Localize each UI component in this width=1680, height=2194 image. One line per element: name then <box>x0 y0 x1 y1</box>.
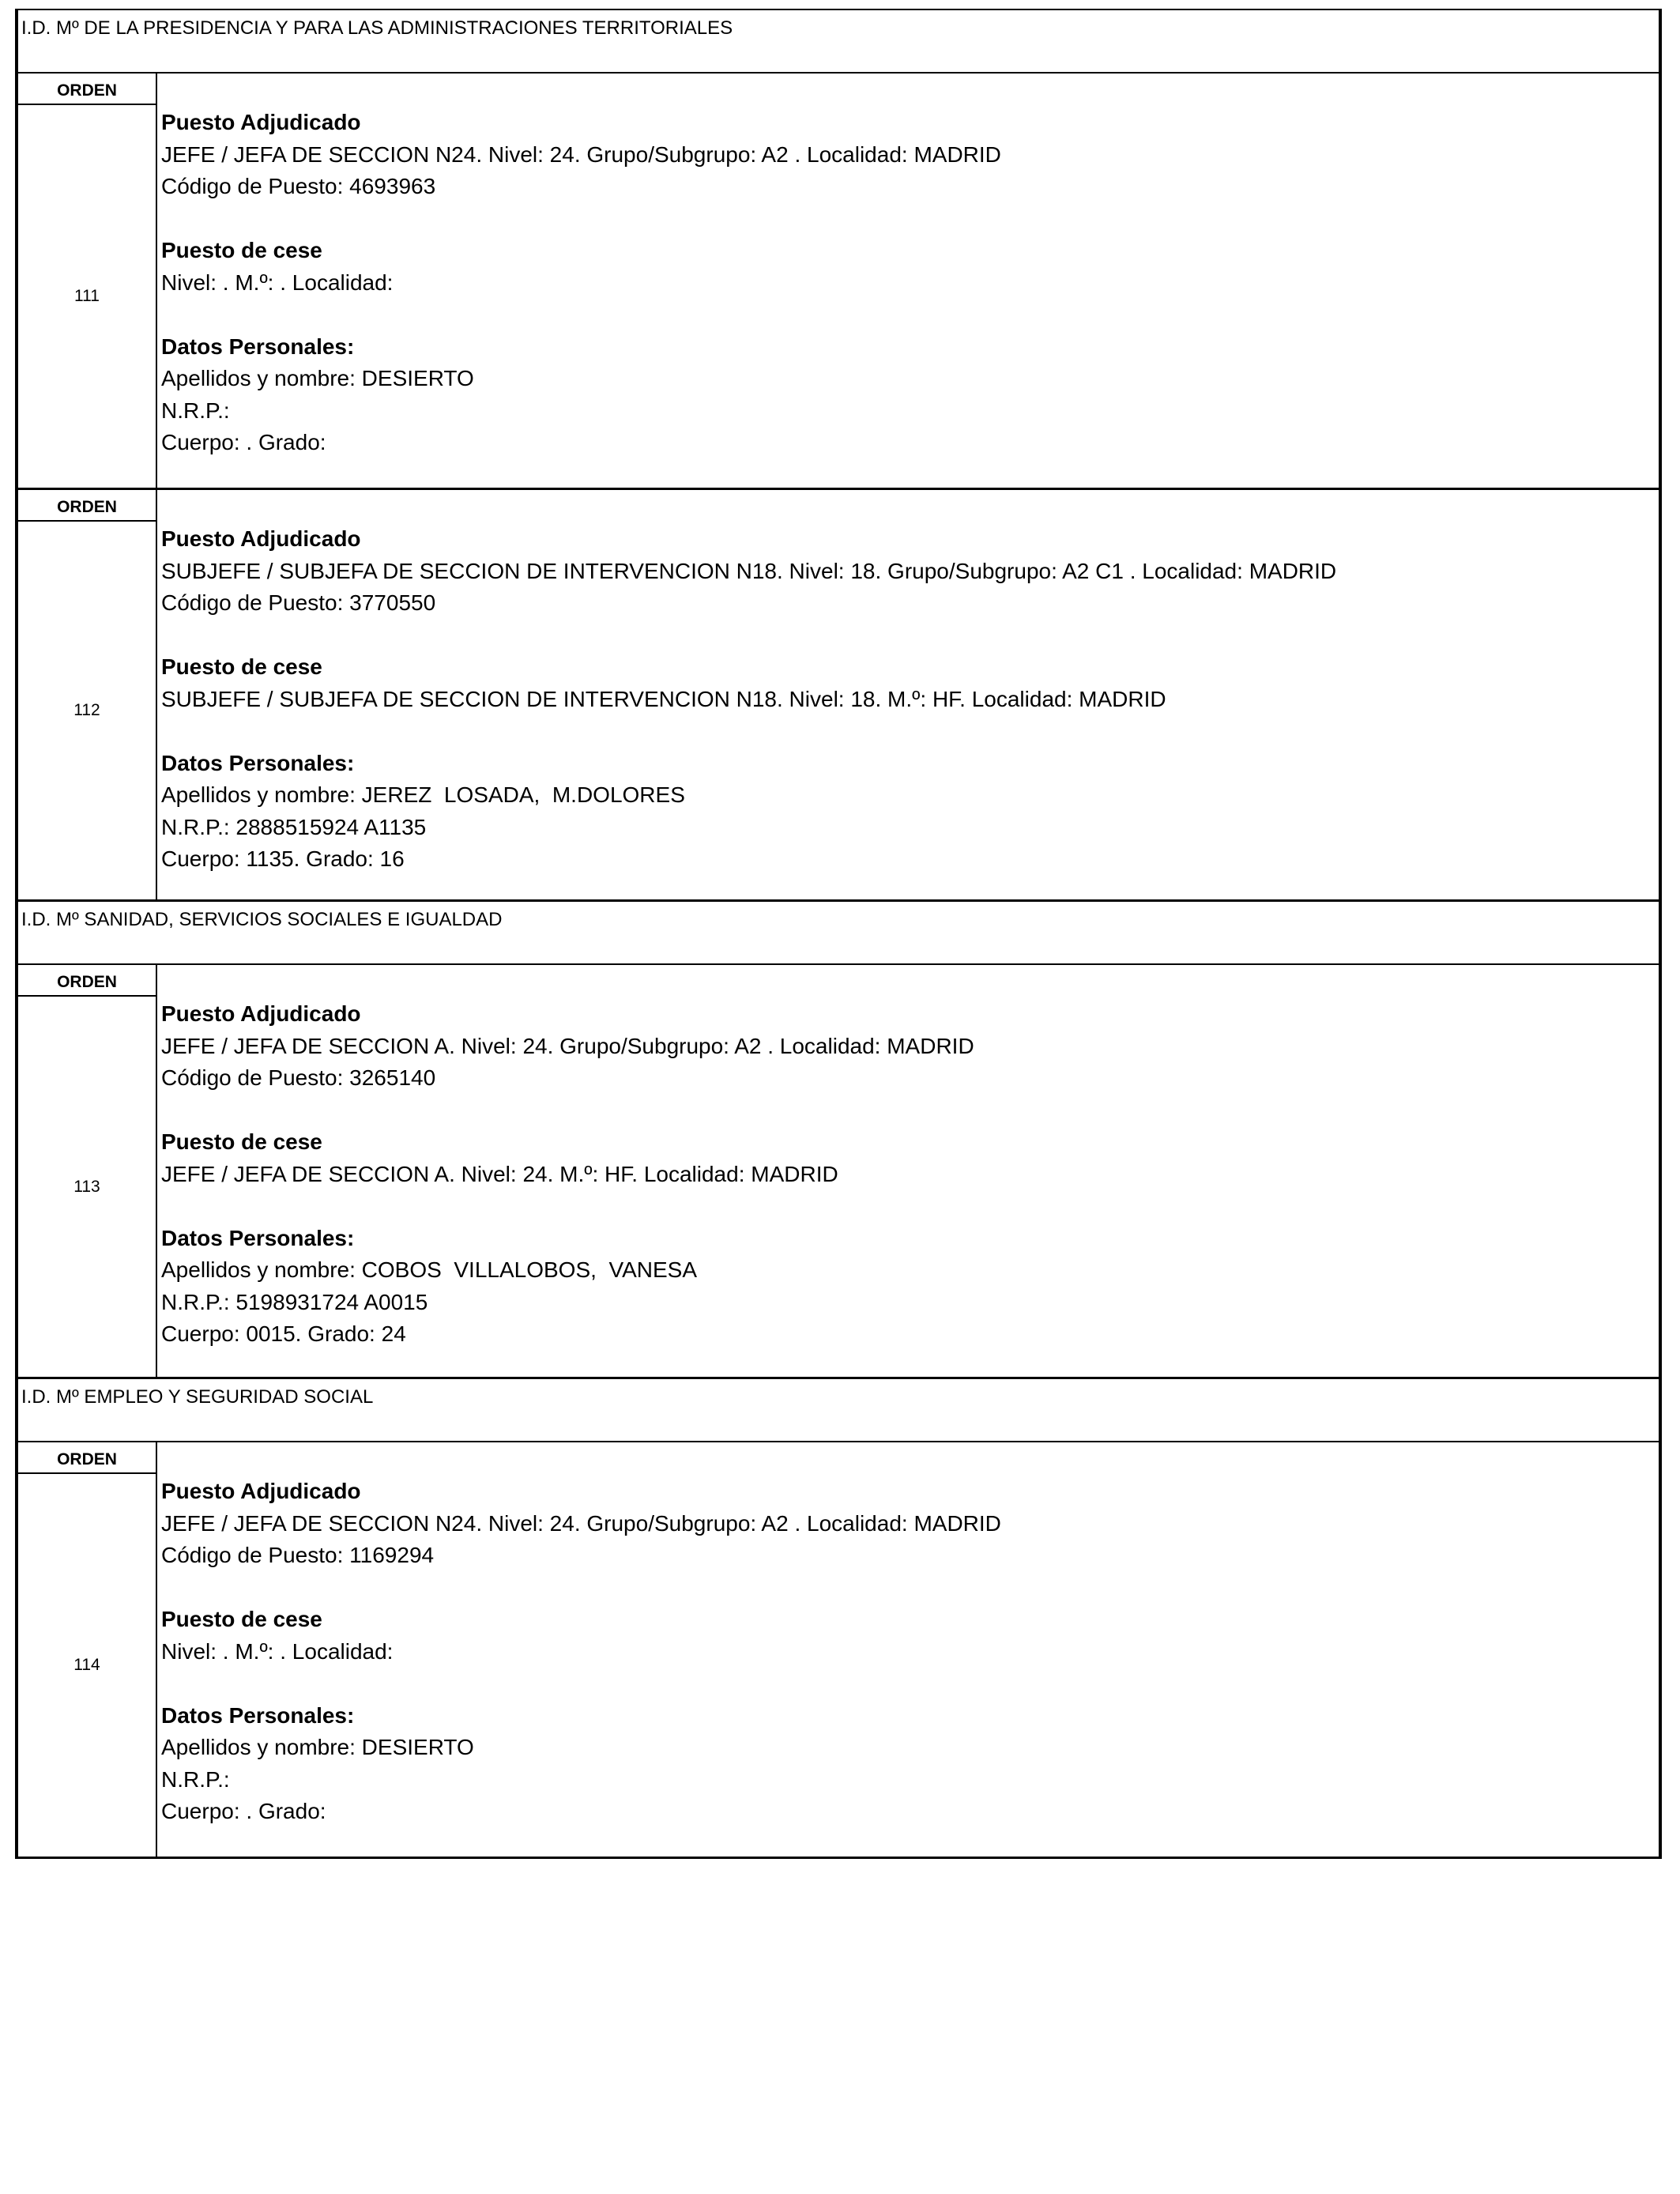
order-number: 113 <box>73 1177 100 1196</box>
adjudicado-label: Puesto Adjudicado <box>161 526 361 551</box>
personales-label: Datos Personales: <box>161 1225 355 1250</box>
cuerpo-grado: Cuerpo: 1135. Grado: 16 <box>161 846 405 871</box>
order-number: 111 <box>74 287 100 305</box>
order-column <box>18 490 157 899</box>
entry-row <box>18 1442 1659 1857</box>
entry-details <box>157 490 1659 899</box>
apellidos-nombre: Apellidos y nombre: COBOS VILLALOBOS, VANESA <box>161 1257 697 1282</box>
order-column <box>18 965 157 1377</box>
section-header <box>18 902 1659 965</box>
nrp: N.R.P.: 5198931724 A0015 <box>161 1289 428 1314</box>
order-header: ORDEN <box>18 74 156 105</box>
cese-label: Puesto de cese <box>161 654 322 679</box>
apellidos-nombre: Apellidos y nombre: JEREZ LOSADA, M.DOLORES <box>161 782 685 807</box>
section-title: I.D. Mº DE LA PRESIDENCIA Y PARA LAS ADMINISTRACIONES TERRITORIALES <box>21 17 733 39</box>
personales-label: Datos Personales: <box>161 750 355 775</box>
order-header: ORDEN <box>18 965 156 997</box>
entry-details <box>157 74 1659 488</box>
cuerpo-grado: Cuerpo: . Grado: <box>161 430 326 454</box>
codigo-puesto: Código de Puesto: 1169294 <box>161 1543 435 1567</box>
order-column <box>18 1442 157 1857</box>
adjudicado-description: SUBJEFE / SUBJEFA DE SECCION DE INTERVENCION N18. Nivel: 18. Grupo/Subgrupo: A2 C1 . Localidad: MADRID <box>161 558 1337 583</box>
codigo-puesto: Código de Puesto: 3265140 <box>161 1065 436 1090</box>
section-header <box>18 10 1659 74</box>
entry-row <box>18 965 1659 1379</box>
adjudicado-description: JEFE / JEFA DE SECCION N24. Nivel: 24. Grupo/Subgrupo: A2 . Localidad: MADRID <box>161 1510 1001 1536</box>
cuerpo-grado: Cuerpo: . Grado: <box>161 1799 326 1823</box>
nrp: N.R.P.: <box>161 398 230 423</box>
adjudicado-description: JEFE / JEFA DE SECCION N24. Nivel: 24. Grupo/Subgrupo: A2 . Localidad: MADRID <box>161 141 1001 167</box>
order-number: 114 <box>73 1656 100 1674</box>
cese-description: Nivel: . M.º: . Localidad: <box>161 270 394 295</box>
adjudicado-label: Puesto Adjudicado <box>161 1479 361 1503</box>
nrp: N.R.P.: 2888515924 A1135 <box>161 814 427 839</box>
document-table <box>15 9 1662 1859</box>
cese-description: SUBJEFE / SUBJEFA DE SECCION DE INTERVENCION N18. Nivel: 18. M.º: HF. Localidad: MADRID <box>161 686 1166 711</box>
section-title: I.D. Mº SANIDAD, SERVICIOS SOCIALES E IGUALDAD <box>21 909 503 930</box>
personales-label: Datos Personales: <box>161 1702 355 1728</box>
cese-label: Puesto de cese <box>161 1129 322 1154</box>
order-number: 112 <box>73 701 100 719</box>
order-header: ORDEN <box>18 490 156 522</box>
section-title: I.D. Mº EMPLEO Y SEGURIDAD SOCIAL <box>21 1386 374 1408</box>
entry-details <box>157 965 1659 1377</box>
nrp: N.R.P.: <box>161 1766 230 1792</box>
codigo-puesto: Código de Puesto: 4693963 <box>161 174 436 198</box>
codigo-puesto: Código de Puesto: 3770550 <box>161 590 436 615</box>
entry-row <box>18 488 1659 902</box>
apellidos-nombre: Apellidos y nombre: DESIERTO <box>161 1735 474 1759</box>
cese-description: Nivel: . M.º: . Localidad: <box>161 1638 394 1664</box>
section-header <box>18 1379 1659 1442</box>
order-column <box>18 74 157 488</box>
entry-details <box>157 1442 1659 1857</box>
cese-label: Puesto de cese <box>161 238 322 262</box>
cese-label: Puesto de cese <box>161 1607 322 1631</box>
apellidos-nombre: Apellidos y nombre: DESIERTO <box>161 366 474 390</box>
adjudicado-label: Puesto Adjudicado <box>161 1001 361 1026</box>
cese-description: JEFE / JEFA DE SECCION A. Nivel: 24. M.º: HF. Localidad: MADRID <box>161 1161 838 1186</box>
entry-row <box>18 74 1659 488</box>
order-header: ORDEN <box>18 1442 156 1474</box>
adjudicado-label: Puesto Adjudicado <box>161 110 361 134</box>
adjudicado-description: JEFE / JEFA DE SECCION A. Nivel: 24. Grupo/Subgrupo: A2 . Localidad: MADRID <box>161 1033 974 1058</box>
personales-label: Datos Personales: <box>161 334 355 359</box>
cuerpo-grado: Cuerpo: 0015. Grado: 24 <box>161 1321 406 1346</box>
